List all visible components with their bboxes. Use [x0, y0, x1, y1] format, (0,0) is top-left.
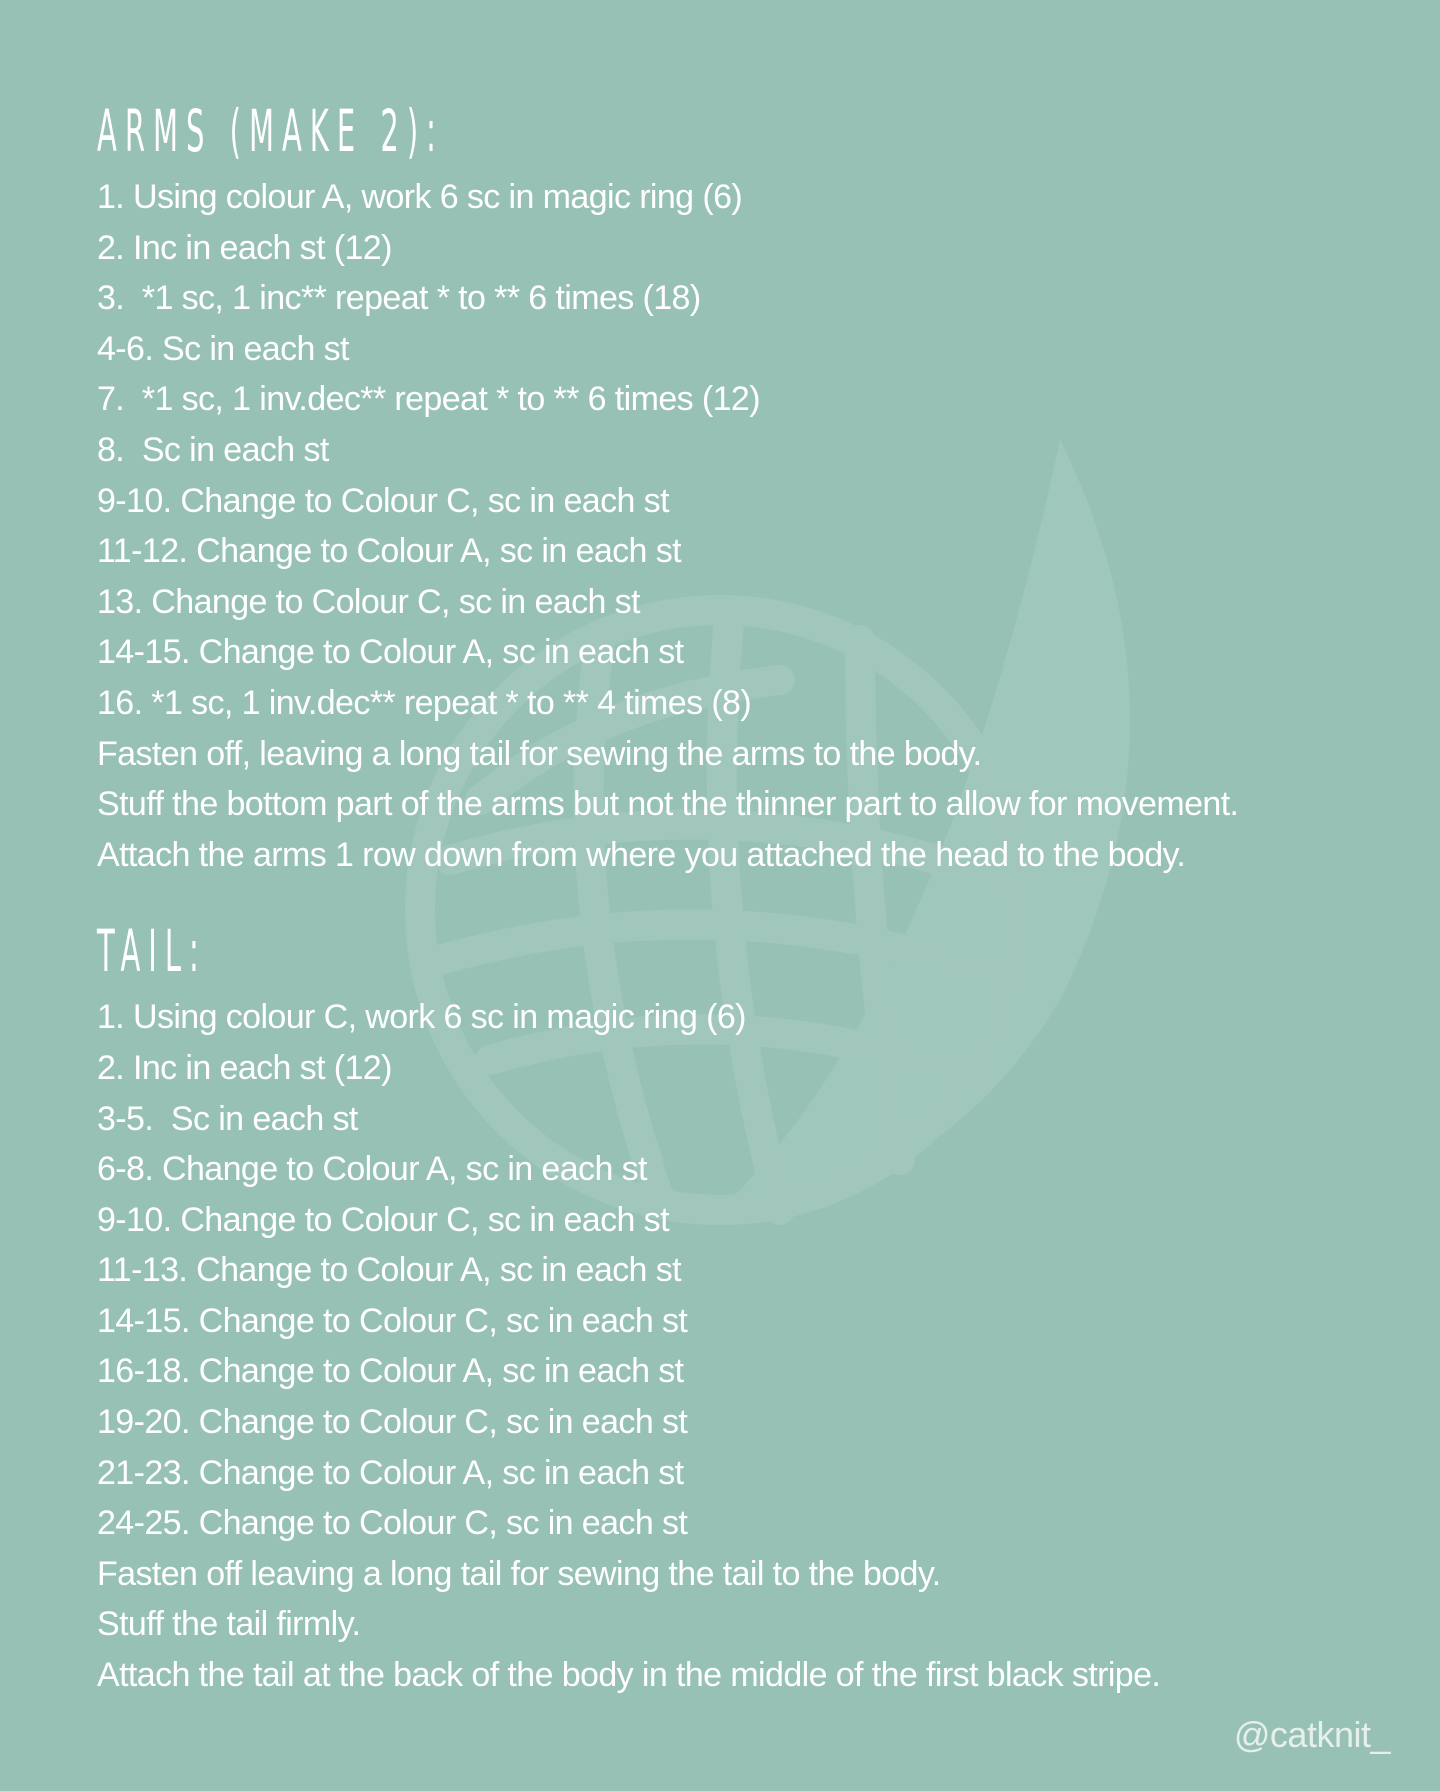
author-handle: @catknit_: [1233, 1714, 1390, 1755]
tail-step: 14-15. Change to Colour C, sc in each st: [97, 1301, 688, 1340]
tail-step: 21-23. Change to Colour A, sc in each st: [97, 1453, 684, 1492]
arms-note: Stuff the bottom part of the arms but not the thinner part to allow for movement.: [97, 785, 1239, 824]
tail-note: Stuff the tail firmly.: [97, 1605, 361, 1644]
arms-step: 7. *1 sc, 1 inv.dec** repeat * to ** 6 times (12): [97, 380, 760, 419]
tail-section-title: TAIL:: [97, 917, 207, 986]
tail-step: 24-25. Change to Colour C, sc in each st: [97, 1504, 688, 1543]
arms-note: Fasten off, leaving a long tail for sewing the arms to the body.: [97, 734, 982, 773]
tail-step: 11-13. Change to Colour A, sc in each st: [97, 1251, 681, 1290]
tail-instructions: [97, 992, 1417, 1700]
tail-note: Fasten off leaving a long tail for sewing the tail to the body.: [97, 1554, 941, 1593]
arms-step: 9-10. Change to Colour C, sc in each st: [97, 481, 669, 520]
arms-step: 13. Change to Colour C, sc in each st: [97, 582, 640, 621]
arms-note: Attach the arms 1 row down from where you attached the head to the body.: [97, 835, 1186, 874]
arms-step: 2. Inc in each st (12): [97, 228, 392, 267]
pattern-content: [97, 90, 1417, 1701]
arms-step: 3. *1 sc, 1 inc** repeat * to ** 6 times (18): [97, 279, 701, 318]
tail-note: Attach the tail at the back of the body in the middle of the first black stripe.: [97, 1656, 1161, 1695]
tail-step: 1. Using colour C, work 6 sc in magic ring (6): [97, 998, 746, 1037]
tail-step: 2. Inc in each st (12): [97, 1048, 392, 1087]
arms-step: 14-15. Change to Colour A, sc in each st: [97, 633, 684, 672]
tail-step: 6-8. Change to Colour A, sc in each st: [97, 1150, 647, 1189]
arms-step: 16. *1 sc, 1 inv.dec** repeat * to ** 4 times (8): [97, 683, 752, 722]
arms-step: 1. Using colour A, work 6 sc in magic ring (6): [97, 178, 743, 216]
arms-step: 11-12. Change to Colour A, sc in each st: [97, 532, 681, 571]
tail-step: 16-18. Change to Colour A, sc in each st: [97, 1352, 684, 1391]
arms-step: 8. Sc in each st: [97, 430, 329, 469]
tail-step: 3-5. Sc in each st: [97, 1099, 358, 1138]
arms-step: 4-6. Sc in each st: [97, 329, 349, 368]
tail-step: 9-10. Change to Colour C, sc in each st: [97, 1200, 669, 1239]
arms-section-title: ARMS (MAKE 2):: [97, 97, 444, 165]
tail-step: 19-20. Change to Colour C, sc in each st: [97, 1403, 688, 1442]
arms-instructions: [97, 172, 1417, 880]
